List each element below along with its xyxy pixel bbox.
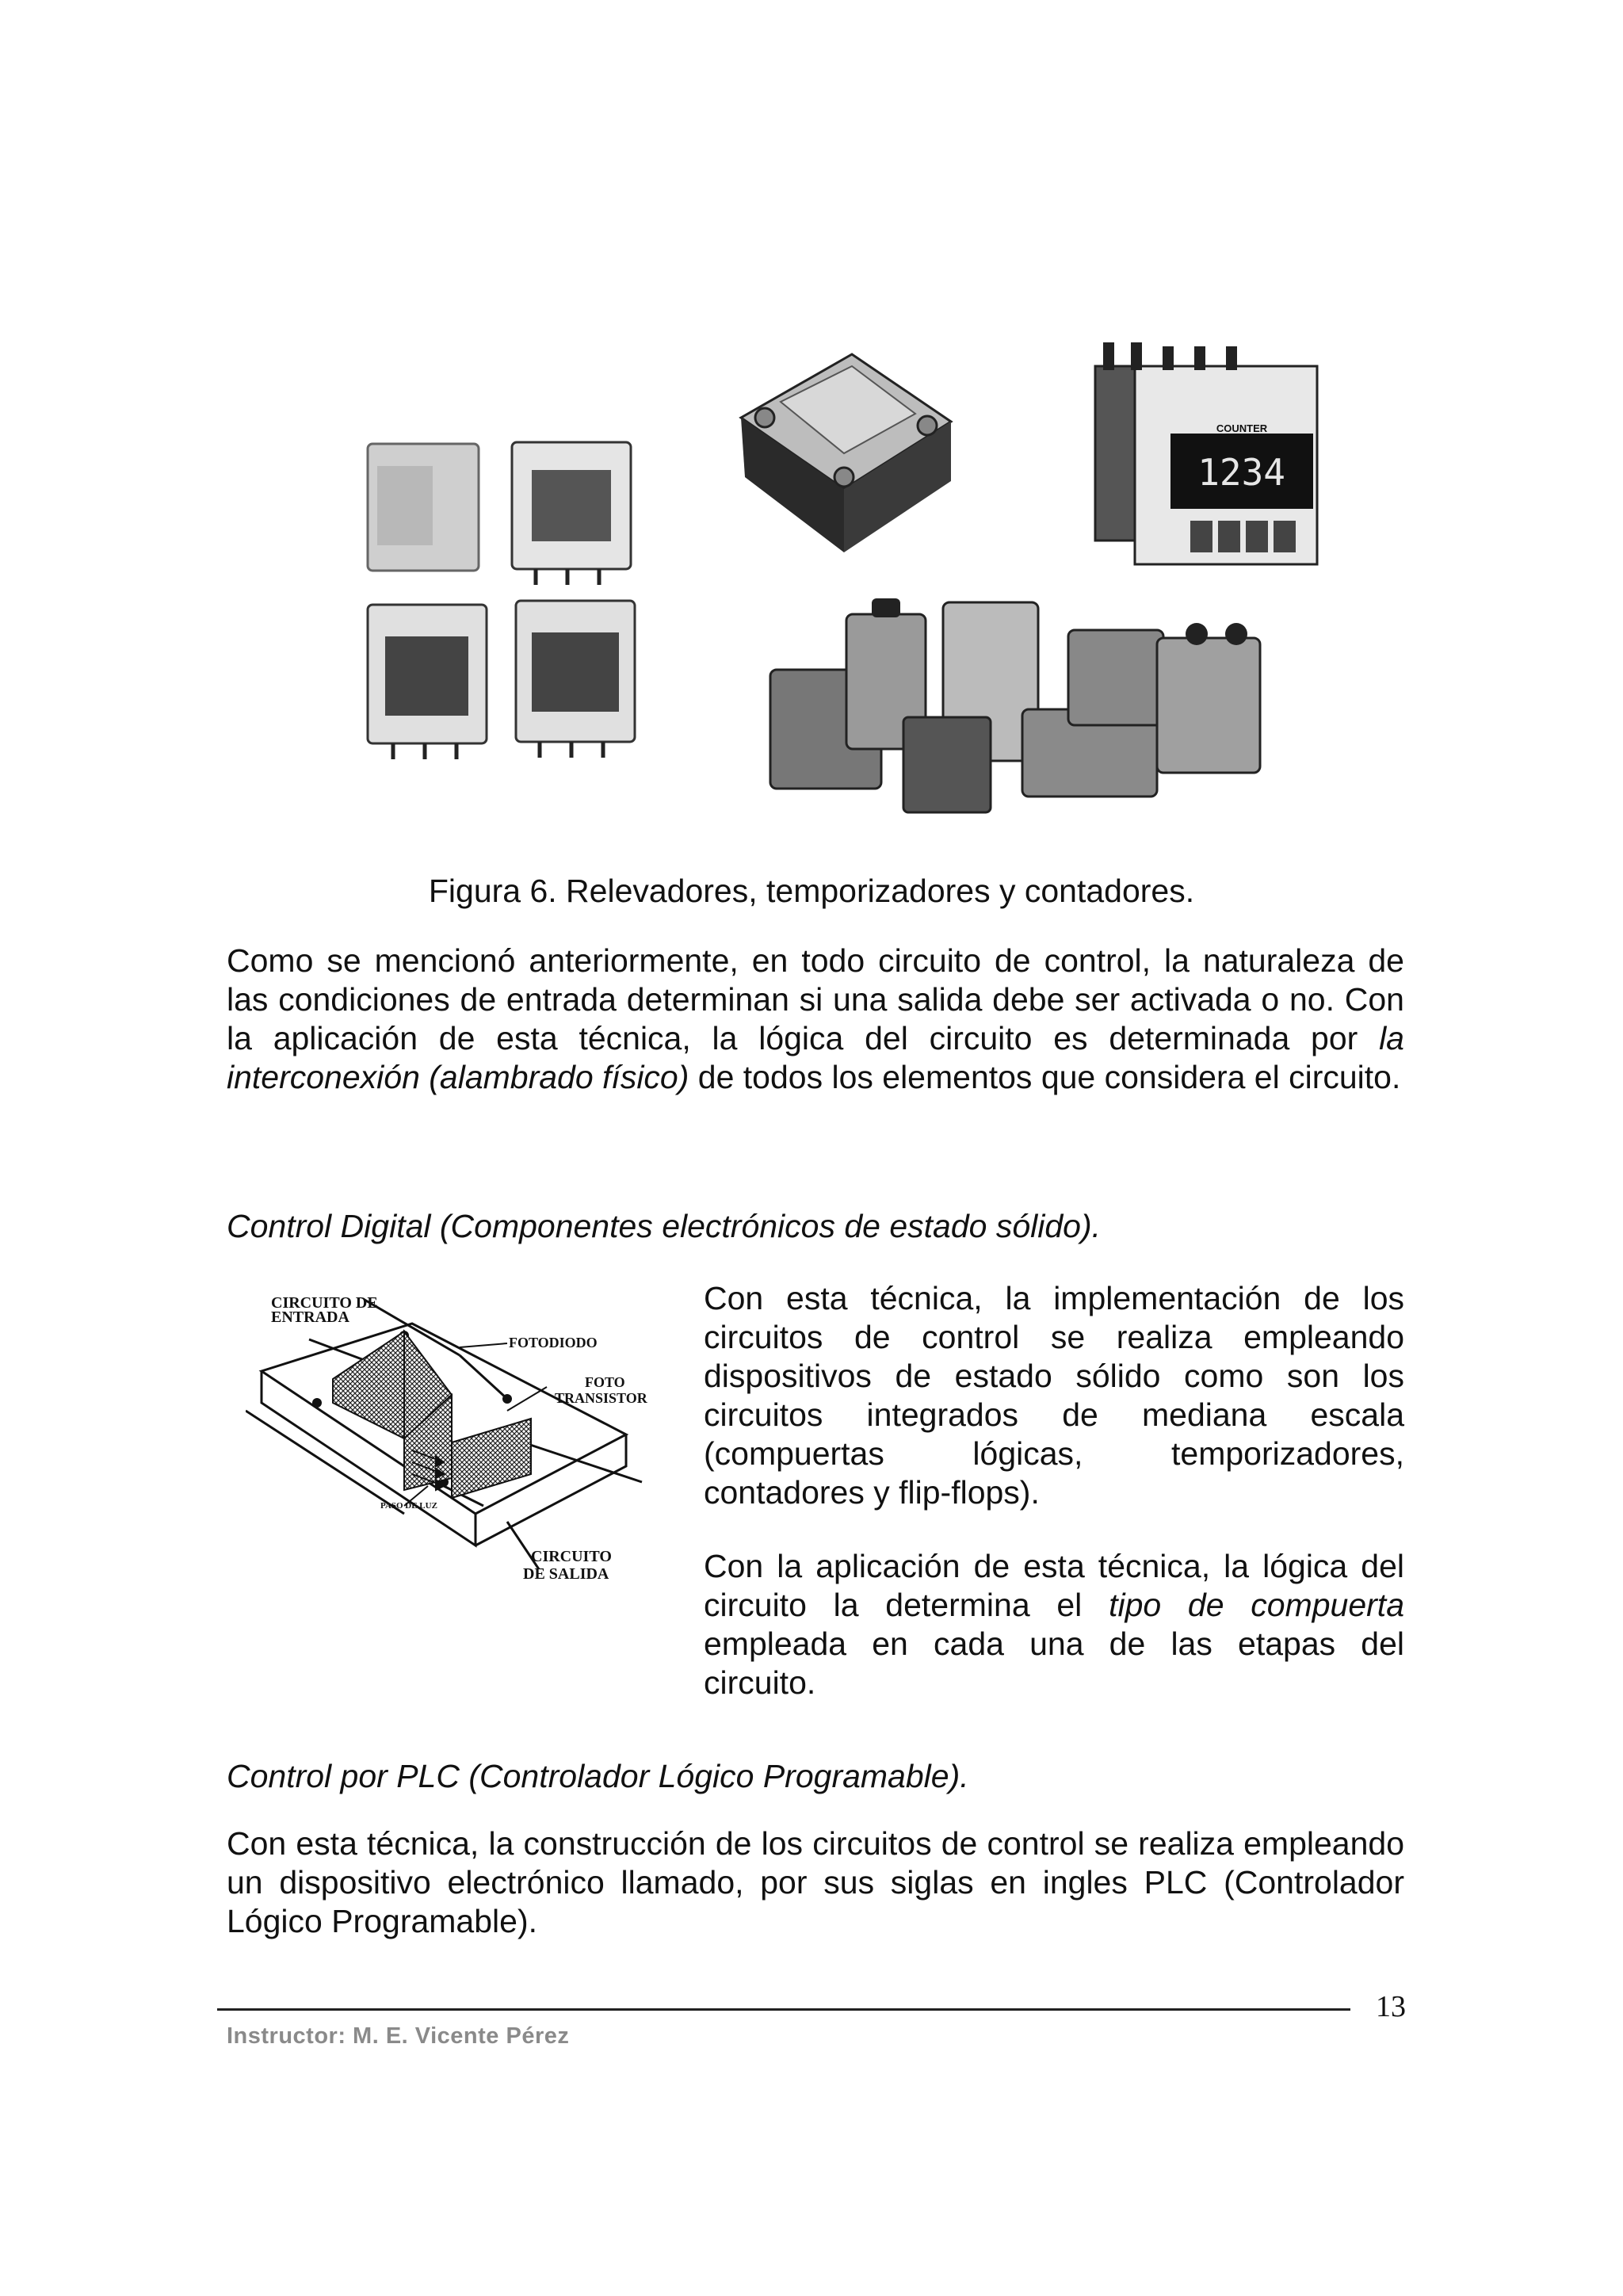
paragraph-plc: Con esta técnica, la construcción de los circuitos de control se realiza empleando un dispositivo electrónico llamado, por sus siglas en ingles PLC (Controlador Lógico Programable). — [227, 1825, 1404, 1939]
relays-photo — [361, 434, 647, 767]
diagram-label-transistor: TRANSISTOR — [555, 1390, 647, 1406]
footer-divider — [217, 2008, 1350, 2011]
paragraph-gate-logic — [704, 1547, 1404, 1702]
digital-counter-photo — [1087, 342, 1325, 568]
optocoupler-diagram — [246, 1284, 689, 1617]
diagram-label-output-2: DE SALIDA — [523, 1565, 609, 1583]
diagram-label-photodiode: FOTODIODO — [509, 1335, 598, 1350]
diagram-label-photo: FOTO — [585, 1374, 625, 1390]
paragraph-text: empleada en cada una de las etapas del circuito. — [704, 1626, 1404, 1701]
paragraph-text: Con la aplicación de esta técnica, la lógica del circuito la determina el — [704, 1548, 1404, 1623]
paragraph-emphasis: tipo de compuerta — [1109, 1587, 1405, 1623]
page-number: 13 — [1376, 1990, 1406, 2023]
solid-state-relay-photo — [733, 346, 958, 562]
section-heading-digital: Control Digital (Componentes electrónicos de estado sólido). — [227, 1208, 1102, 1244]
counter-display: 1234 — [1197, 451, 1285, 494]
timers-photo — [761, 583, 1270, 816]
figure-caption: Figura 6. Relevadores, temporizadores y contadores. — [428, 873, 1195, 909]
paragraph-emphasis: la interconexión (alambrado físico) — [227, 1020, 1404, 1095]
footer-instructor: Instructor: M. E. Vicente Pérez — [227, 2023, 570, 2049]
diagram-label-input: CIRCUITO DE — [271, 1294, 378, 1312]
section-heading-plc: Control por PLC (Controlador Lógico Programable). — [227, 1758, 969, 1794]
diagram-label-input-2: ENTRADA — [271, 1308, 349, 1326]
counter-label: COUNTER — [1216, 422, 1268, 434]
paragraph-text: Como se mencionó anteriormente, en todo circuito de control, la naturaleza de las condiciones de entrada determinan si una salida debe ser activada o no. Con la aplicación de esta técnica, la lógica del circuito es determinada por — [227, 942, 1404, 1056]
diagram-label-light: PASO DE LUZ — [380, 1501, 437, 1511]
diagram-label-output: CIRCUITO — [531, 1548, 612, 1565]
paragraph-text: de todos los elementos que considera el circuito. — [689, 1059, 1401, 1095]
paragraph-wired-logic — [227, 942, 1404, 1097]
paragraph-solid-state: Con esta técnica, la implementación de los circuitos de control se realiza empleando dispositivos de estado sólido como son los circuitos integrados de mediana escala (compuertas lógicas, temporizadores, contadores y flip-flops). — [704, 1280, 1404, 1511]
